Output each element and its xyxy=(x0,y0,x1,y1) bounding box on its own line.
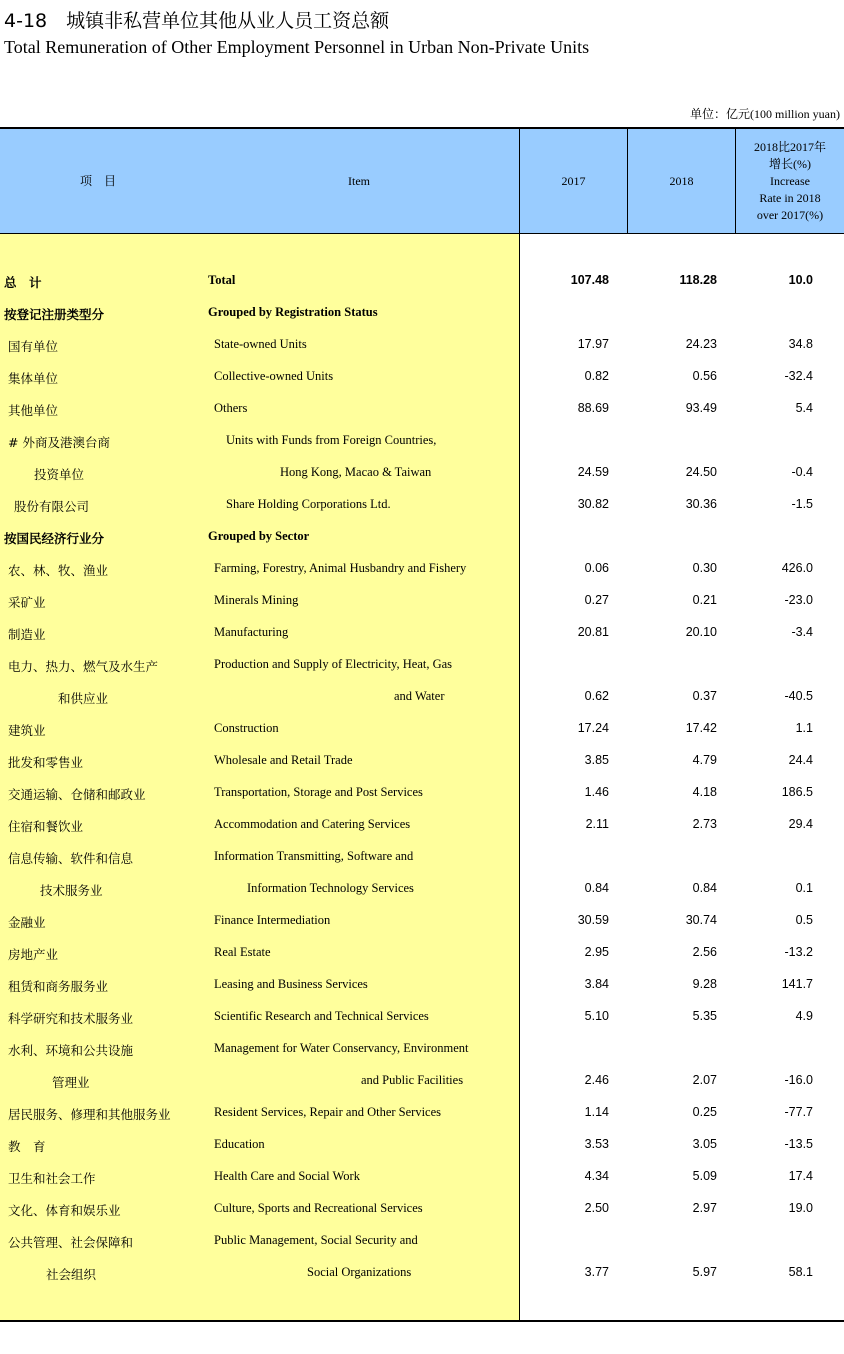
value-2018: 24.50 xyxy=(685,465,717,479)
table-row xyxy=(0,905,844,937)
value-rate: -77.7 xyxy=(784,1105,813,1119)
value-2018: 5.09 xyxy=(692,1169,717,1183)
value-2018: 3.05 xyxy=(692,1137,717,1151)
value-2018: 4.18 xyxy=(692,785,717,799)
row-label-en: Total xyxy=(208,273,236,287)
value-rate: 0.5 xyxy=(795,913,813,927)
table-row xyxy=(0,777,844,809)
value-2018: 24.23 xyxy=(685,337,717,351)
value-2018: 9.28 xyxy=(692,977,717,991)
table-row xyxy=(0,1129,844,1161)
row-label-en: Culture, Sports and Recreational Services xyxy=(214,1201,423,1215)
bottom-rule xyxy=(0,1320,844,1322)
value-rate: -23.0 xyxy=(784,593,813,607)
row-label-cn: 农、林、牧、渔业 xyxy=(8,563,109,578)
row-label-en: and Public Facilities xyxy=(361,1073,464,1087)
value-rate: -40.5 xyxy=(784,689,813,703)
row-label-cn: 租赁和商务服务业 xyxy=(8,979,109,994)
row-label-en: Health Care and Social Work xyxy=(214,1169,360,1183)
value-rate: 1.1 xyxy=(795,721,813,735)
table-row xyxy=(0,1033,844,1065)
value-2018: 0.30 xyxy=(692,561,717,575)
row-label-en: Finance Intermediation xyxy=(214,913,331,927)
value-2018: 5.97 xyxy=(692,1265,717,1279)
table-row xyxy=(0,1193,844,1225)
value-2018: 118.28 xyxy=(679,273,717,287)
row-label-cn: 建筑业 xyxy=(8,723,46,738)
table-row xyxy=(0,937,844,969)
row-label-en: Production and Supply of Electricity, Heat, Gas xyxy=(214,657,453,671)
row-label-en: State-owned Units xyxy=(214,337,307,351)
row-label-en: Resident Services, Repair and Other Services xyxy=(214,1105,442,1119)
row-label-en: Public Management, Social Security and xyxy=(214,1233,418,1247)
value-2018: 2.73 xyxy=(692,817,717,831)
value-rate: -13.2 xyxy=(784,945,813,959)
value-2017: 0.82 xyxy=(584,369,609,383)
row-label-en: Leasing and Business Services xyxy=(214,977,368,991)
value-rate: 141.7 xyxy=(781,977,813,991)
header-rate-line: over 2017(%) xyxy=(756,207,824,222)
row-label-en: Information Technology Services xyxy=(247,881,414,895)
row-label-cn: 技术服务业 xyxy=(40,883,103,898)
divider-2018 xyxy=(735,129,736,233)
table-row xyxy=(0,713,844,745)
value-rate: -1.5 xyxy=(791,497,813,511)
table-row xyxy=(0,361,844,393)
value-2018: 0.84 xyxy=(692,881,717,895)
value-2017: 20.81 xyxy=(577,625,609,639)
table-row xyxy=(0,329,844,361)
value-2018: 5.35 xyxy=(692,1009,717,1023)
table-row xyxy=(0,1161,844,1193)
value-2017: 1.46 xyxy=(584,785,609,799)
table-row xyxy=(0,553,844,585)
unit-label: 单位：亿元(100 million yuan) xyxy=(690,107,840,121)
row-label-cn: 按登记注册类型分 xyxy=(4,307,105,322)
row-label-cn: 金融业 xyxy=(8,915,46,930)
row-label-en: Share Holding Corporations Ltd. xyxy=(226,497,391,511)
row-label-cn: 公共管理、社会保障和 xyxy=(8,1235,134,1250)
row-label-cn: 投资单位 xyxy=(34,467,85,482)
row-label-en: Scientific Research and Technical Services xyxy=(214,1009,429,1023)
row-label-en: Wholesale and Retail Trade xyxy=(214,753,353,767)
value-rate: -16.0 xyxy=(784,1073,813,1087)
row-label-en: Hong Kong, Macao & Taiwan xyxy=(280,465,432,479)
value-rate: 58.1 xyxy=(788,1265,813,1279)
value-2018: 0.25 xyxy=(692,1105,717,1119)
header-rate-line: 2018比2017年 xyxy=(753,139,826,154)
value-2017: 0.84 xyxy=(584,881,609,895)
row-label-cn: 住宿和餐饮业 xyxy=(8,819,84,834)
value-2018: 30.36 xyxy=(685,497,717,511)
row-label-cn: 按国民经济行业分 xyxy=(4,531,105,546)
value-rate: 34.8 xyxy=(788,337,813,351)
table-row xyxy=(0,617,844,649)
value-2018: 30.74 xyxy=(685,913,717,927)
value-2017: 3.53 xyxy=(584,1137,609,1151)
row-label-cn: # 外商及港澳台商 xyxy=(8,435,110,450)
value-rate: 10.0 xyxy=(788,273,813,287)
row-label-en: Information Transmitting, Software and xyxy=(214,849,414,863)
header-rate-line: Increase xyxy=(770,173,810,188)
row-label-en: Real Estate xyxy=(214,945,271,959)
table-row xyxy=(0,969,844,1001)
value-2017: 0.06 xyxy=(584,561,609,575)
table-row xyxy=(0,1001,844,1033)
header-rate-line: Rate in 2018 xyxy=(759,190,821,205)
value-rate: 0.1 xyxy=(795,881,813,895)
header-rate-lines xyxy=(754,139,826,224)
value-2018: 2.56 xyxy=(692,945,717,959)
value-2018: 0.37 xyxy=(692,689,717,703)
header-rule xyxy=(0,233,844,234)
divider-2017 xyxy=(627,129,628,233)
row-label-cn: 卫生和社会工作 xyxy=(8,1171,96,1186)
row-label-cn: 国有单位 xyxy=(8,339,59,354)
row-label-en: Accommodation and Catering Services xyxy=(214,817,411,831)
value-2017: 30.59 xyxy=(577,913,609,927)
value-2017: 88.69 xyxy=(577,401,609,415)
row-label-cn: 科学研究和技术服务业 xyxy=(8,1011,134,1026)
value-2018: 17.42 xyxy=(685,721,717,735)
row-label-en: Manufacturing xyxy=(214,625,289,639)
table-title-cn: 4-18 城镇非私营单位其他从业人员工资总额 xyxy=(4,10,390,32)
value-2017: 3.84 xyxy=(584,977,609,991)
value-2017: 30.82 xyxy=(577,497,609,511)
table-row xyxy=(0,1225,844,1257)
row-label-cn: 水利、环境和公共设施 xyxy=(8,1043,134,1058)
row-label-en: Farming, Forestry, Animal Husbandry and Fishery xyxy=(214,561,467,575)
row-label-en: Grouped by Registration Status xyxy=(208,305,378,319)
table-row xyxy=(0,297,844,329)
row-label-cn: 和供应业 xyxy=(58,691,109,706)
row-label-cn: 交通运输、仓储和邮政业 xyxy=(8,787,146,802)
value-rate: -32.4 xyxy=(784,369,813,383)
row-label-en: Minerals Mining xyxy=(214,593,299,607)
value-2017: 2.95 xyxy=(584,945,609,959)
table-title-en: Total Remuneration of Other Employment Personnel in Urban Non-Private Units xyxy=(4,37,590,57)
row-label-en: Management for Water Conservancy, Environment xyxy=(214,1041,469,1055)
value-2017: 1.14 xyxy=(584,1105,609,1119)
row-label-cn: 集体单位 xyxy=(8,371,59,386)
value-2017: 2.46 xyxy=(584,1073,609,1087)
header-2018: 2018 xyxy=(628,129,735,233)
table-row xyxy=(0,1065,844,1097)
row-label-en: Others xyxy=(214,401,248,415)
row-label-cn: 房地产业 xyxy=(8,947,59,962)
value-2018: 4.79 xyxy=(692,753,717,767)
value-2017: 24.59 xyxy=(577,465,609,479)
row-label-cn: 电力、热力、燃气及水生产 xyxy=(8,659,159,674)
value-rate: 4.9 xyxy=(795,1009,813,1023)
value-2018: 20.10 xyxy=(685,625,717,639)
value-rate: -0.4 xyxy=(791,465,813,479)
value-2018: 2.07 xyxy=(692,1073,717,1087)
table-row xyxy=(0,425,844,457)
value-rate: 19.0 xyxy=(788,1201,813,1215)
value-rate: -3.4 xyxy=(791,625,813,639)
header-item-cn: 项 目 xyxy=(80,174,117,188)
value-rate: 24.4 xyxy=(788,753,813,767)
table-row xyxy=(0,489,844,521)
value-2018: 93.49 xyxy=(685,401,717,415)
table-row xyxy=(0,585,844,617)
row-label-cn: 其他单位 xyxy=(8,403,59,418)
header-rate xyxy=(736,129,844,233)
table-row xyxy=(0,1257,844,1289)
table-row xyxy=(0,873,844,905)
table-row xyxy=(0,393,844,425)
value-2017: 0.62 xyxy=(584,689,609,703)
value-2017: 4.34 xyxy=(584,1169,609,1183)
value-2017: 17.97 xyxy=(577,337,609,351)
row-label-cn: 信息传输、软件和信息 xyxy=(8,851,134,866)
row-label-cn: 批发和零售业 xyxy=(8,755,84,770)
row-label-en: Construction xyxy=(214,721,279,735)
row-label-cn: 股份有限公司 xyxy=(14,499,90,514)
table-row xyxy=(0,1097,844,1129)
value-2017: 2.50 xyxy=(584,1201,609,1215)
row-label-en: Collective-owned Units xyxy=(214,369,334,383)
header-2017: 2017 xyxy=(520,129,627,233)
value-2017: 17.24 xyxy=(577,721,609,735)
row-label-cn: 制造业 xyxy=(8,627,46,642)
value-rate: 5.4 xyxy=(795,401,813,415)
value-2017: 2.11 xyxy=(585,817,609,831)
row-label-cn: 居民服务、修理和其他服务业 xyxy=(8,1107,171,1122)
value-2017: 3.77 xyxy=(584,1265,609,1279)
row-label-en: and Water xyxy=(394,689,445,703)
row-label-cn: 社会组织 xyxy=(46,1267,97,1282)
row-label-en: Grouped by Sector xyxy=(208,529,310,543)
row-label-en: Units with Funds from Foreign Countries, xyxy=(226,433,437,447)
value-2017: 107.48 xyxy=(570,273,609,287)
table-row xyxy=(0,745,844,777)
row-label-cn: 管理业 xyxy=(52,1075,90,1090)
table-row xyxy=(0,457,844,489)
value-2018: 2.97 xyxy=(692,1201,717,1215)
row-label-en: Social Organizations xyxy=(307,1265,412,1279)
value-2018: 0.56 xyxy=(692,369,717,383)
row-label-cn: 采矿业 xyxy=(8,595,46,610)
value-rate: 17.4 xyxy=(788,1169,813,1183)
row-label-cn: 教 育 xyxy=(8,1139,46,1154)
table-row xyxy=(0,521,844,553)
header-rate-line: 增长(%) xyxy=(768,156,811,171)
row-label-en: Transportation, Storage and Post Services xyxy=(214,785,423,799)
table-row xyxy=(0,809,844,841)
value-rate: 426.0 xyxy=(781,561,813,575)
table-row xyxy=(0,841,844,873)
top-rule xyxy=(0,127,844,129)
value-2017: 5.10 xyxy=(584,1009,609,1023)
row-label-cn: 总 计 xyxy=(4,275,42,290)
value-rate: -13.5 xyxy=(784,1137,813,1151)
value-2017: 0.27 xyxy=(584,593,609,607)
table-row xyxy=(0,265,844,297)
table-row xyxy=(0,649,844,681)
table-row xyxy=(0,681,844,713)
value-2017: 3.85 xyxy=(584,753,609,767)
value-2018: 0.21 xyxy=(692,593,717,607)
value-rate: 186.5 xyxy=(781,785,813,799)
value-rate: 29.4 xyxy=(788,817,813,831)
row-label-en: Education xyxy=(214,1137,265,1151)
header-item xyxy=(0,129,519,233)
row-label-cn: 文化、体育和娱乐业 xyxy=(8,1203,121,1218)
header-item-en: Item xyxy=(348,174,370,188)
